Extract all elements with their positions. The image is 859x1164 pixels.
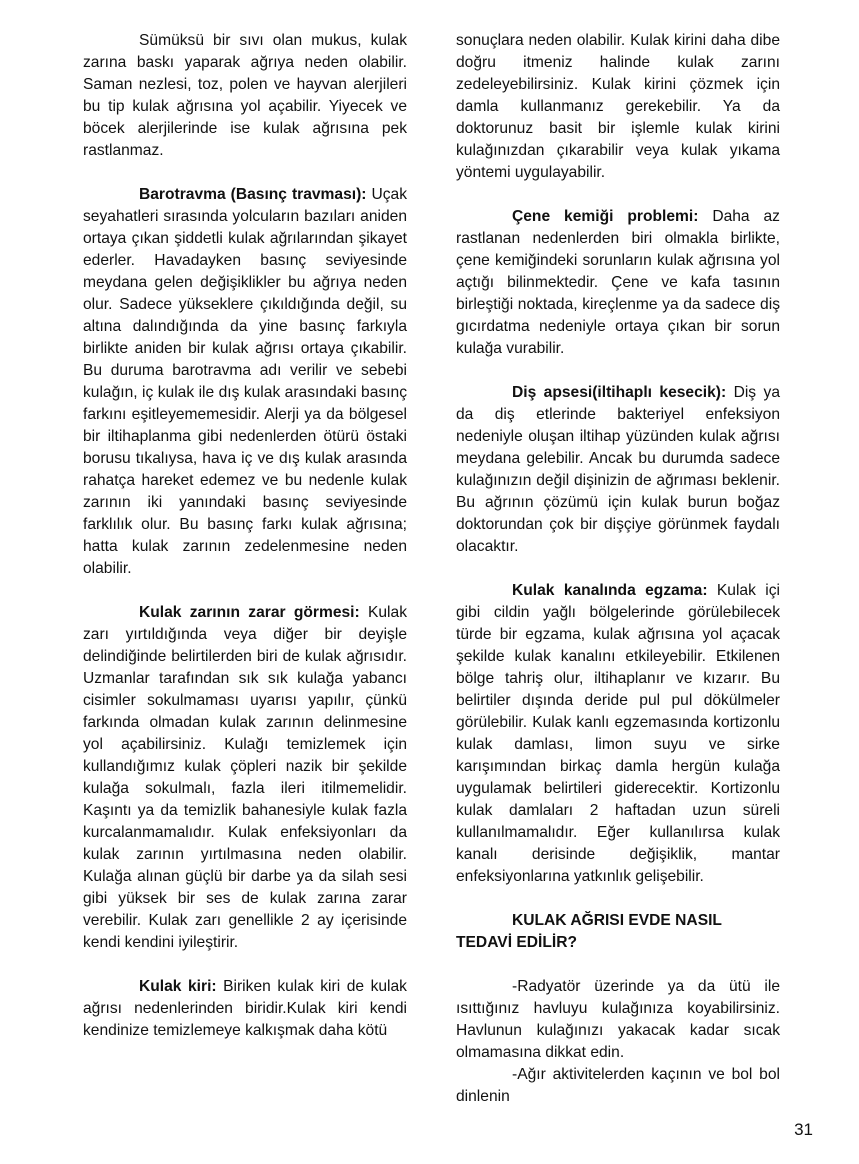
list-item-towel: -Radyatör üzerinde ya da ütü ile ısıttığınız havluyu kulağınıza koyabilirsiniz. Havlunun kulağınızı yakacak kadar sıcak olmamasına dikkat edin. (456, 978, 780, 1061)
list-item-rest: -Ağır aktivitelerden kaçının ve bol bol dinlenin (456, 1066, 780, 1105)
paragraph-earwax-continued: sonuçlara neden olabilir. Kulak kirini daha dibe doğru itmeniz halinde kulak zarını zedeleyebilirsiniz. Kulak kirini çözmek için damla kullanmanız gerekebilir. Ya da doktorunuz basit bir işlemle kulak kirini kulağınızdan çıkarabilir veya kulak yıkama yöntemi uygulayabilir. (456, 32, 780, 181)
right-column (456, 30, 780, 1108)
heading-jaw: Çene kemiği problemi: (512, 208, 699, 225)
text-eczema: Kulak içi gibi cildin yağlı bölgelerinde görülebilecek türde bir egzama, kulak ağrısına yol açacak şekilde kulak kanalını etkileyebilir. Etkilenen bölge tahriş olur, iltihaplanır ve kızarır. Bu belirtiler dışında deride pul pul dökülmeler görülebilir. Kulak kanlı egzemasında kortizonlu kulak damlası, limon suyu ve sirke karışımından birkaç damla hergün kulağa uygulamak belirtileri giderecektir. Kortizonlu kulak damlaları 2 haftadan uzun süreli kullanılmamalıdır. Eğer kullanılırsa kulak kanalı derisinde değişiklik, mantar enfeksiyonlarına yatkınlık gelişebilir. (456, 582, 780, 885)
paragraph-jaw (456, 206, 780, 360)
heading-abscess: Diş apsesi(iltihaplı kesecik): (512, 384, 727, 401)
text-abscess: Diş ya da diş etlerinde bakteriyel enfeksiyon nedeniyle oluşan iltihap yüzünden kulak ağrısı meydana gelebilir. Ancak bu durumda sadece kulağınızın değil dişinizin de ağrıması beklenir. Bu ağrının çözümü için kulak burun boğaz doktorundan çok bir dişçiye görünmek faydalı olacaktır. (456, 384, 780, 555)
heading-earwax: Kulak kiri: (139, 978, 217, 995)
heading-eczema: Kulak kanalında egzama: (512, 582, 708, 599)
heading-barotrauma: Barotravma (Basınç travması): (139, 186, 367, 203)
left-column (83, 30, 407, 1042)
paragraph-mucus: Sümüksü bir sıvı olan mukus, kulak zarına baskı yaparak ağrıya neden olabilir. Saman nezlesi, toz, polen ve hayvan alerjileri bu tip kulak ağrısına yol açabilir. Yiyecek ve böcek alerjilerinde ise kulak ağrısına pek rastlanmaz. (83, 32, 407, 159)
paragraph-abscess (456, 382, 780, 558)
heading-eardrum: Kulak zarının zarar görmesi: (139, 604, 360, 621)
paragraph-barotrauma (83, 184, 407, 580)
text-earwax: Biriken kulak kiri de kulak ağrısı nedenlerinden biridir.Kulak kiri kendi kendinize temizlemeye kalkışmak daha kötü (83, 978, 407, 1039)
text-jaw: Daha az rastlanan nedenlerden biri olmakla birlikte, çene kemiğindeki sorunların kulak ağrısına yol açtığı bilinmektedir. Çene ve kafa tasının birleştiği noktada, kireçlenme ya da sadece diş gıcırdatma nedeniyle ortaya çıkan bir sorun kulağa vurabilir. (456, 208, 780, 357)
paragraph-eczema (456, 580, 780, 888)
text-eardrum: Kulak zarı yırtıldığında veya diğer bir deyişle delindiğinde belirtilerden biri de kulak ağrısıdır. Uzmanlar tarafından sık sık kulağa yabancı cisimler sokulmaması uyarısı yapılır, çünkü farkında olmadan kulak zarının delinmesine yol açabilirsiniz. Kulağı temizlemek için kullandığımız kulak çöpleri nazik bir şekilde kulağa sokulmalı, fazla ileri itilmemelidir. Kaşıntı ya da temizlik bahanesiyle kulak fazla kurcalanmamalıdır. Kulak enfeksiyonları da kulak zarının yırtılmasına neden olabilir. Kulağa alınan güçlü bir darbe ya da silah sesi gibi yüksek bir ses de kulak zarına zarar verebilir. Kulak zarı genellikle 2 ay içerisinde kendi kendini iyileştirir. (83, 604, 407, 951)
section-title: KULAK AĞRISI EVDE NASIL TEDAVİ EDİLİR? (456, 912, 722, 951)
text-barotrauma: Uçak seyahatleri sırasında yolcuların bazıları aniden ortaya çıkan şiddetli kulak ağrılarından şikayet ederler. Havadayken basınç seviyesinde meydana gelen değişiklikler bu ağrıya neden olur. Sadece yükseklere çıkıldığında değil, su altına dalındığında da yine basınç farkıyla birlikte aniden bir kulak ağrısı ortaya çıkabilir. Bu duruma barotravma adı verilir ve sebebi kulağın, iç kulak ile dış kulak arasındaki basınç farkını eşitleyememesidir. Alerji ya da bölgesel bir iltihaplanma gibi nedenlerden ötürü östaki borusu tıkalıysa, hava iç ve dış kulak arasında rahatça hareket edemez ve bu nedenle kulak zarının iki yanındaki basınç seviyesinde farklılık olur. Bu basınç farkı kulak ağrısına; hatta kulak zarının zedelenmesine neden olabilir. (83, 186, 407, 577)
paragraph-eardrum (83, 602, 407, 954)
page-number: 31 (794, 1120, 813, 1139)
paragraph-earwax (83, 976, 407, 1042)
